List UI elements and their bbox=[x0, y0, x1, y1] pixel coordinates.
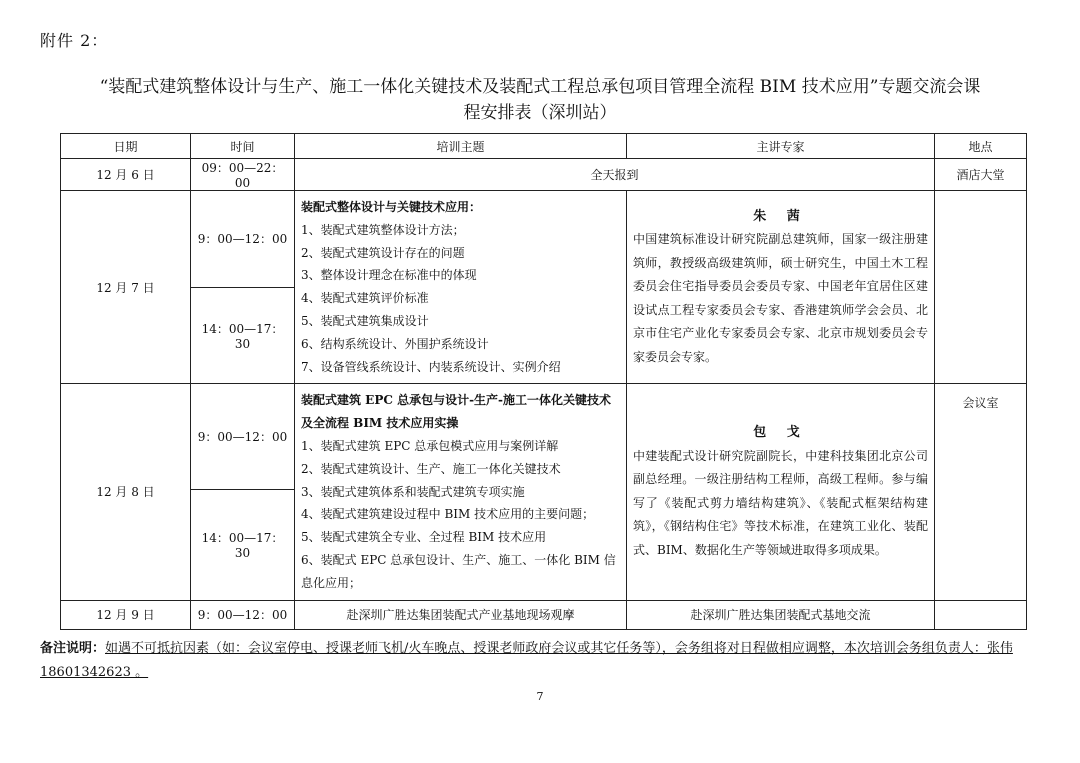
day4-topic: 赴深圳广胜达集团装配式产业基地现场观摩 bbox=[295, 600, 627, 629]
topic-item: 5、装配式建筑集成设计 bbox=[301, 313, 429, 328]
day2-topic bbox=[295, 191, 627, 384]
header-date: 日期 bbox=[61, 134, 191, 159]
topic-item: 7、设备管线系统设计、内装系统设计、实例介绍 bbox=[301, 359, 561, 374]
table-row bbox=[61, 159, 1027, 191]
topic-item: 6、结构系统设计、外围护系统设计 bbox=[301, 336, 489, 351]
table-header-row bbox=[61, 134, 1027, 159]
topic-item: 2、装配式建筑设计、生产、施工一体化关键技术 bbox=[301, 461, 561, 476]
topic-item: 4、装配式建筑建设过程中 BIM 技术应用的主要问题； bbox=[301, 507, 595, 522]
day4-expert: 赴深圳广胜达集团装配式基地交流 bbox=[627, 600, 935, 629]
day3-topic-title: 装配式建筑 EPC 总承包与设计-生产-施工一体化关键技术及全流程 BIM 技术应用实操 bbox=[301, 393, 612, 431]
document-title bbox=[28, 74, 1052, 126]
topic-item: 1、装配式建筑整体设计方法； bbox=[301, 222, 465, 237]
day1-location: 酒店大堂 bbox=[935, 159, 1027, 191]
day2-topic-title: 装配式整体设计与关键技术应用： bbox=[301, 200, 482, 214]
note-body: 如遇不可抵抗因素（如：会议室停电、授课老师飞机/火车晚点、授课老师政府会议或其它任务等），会务组将对日程做相应调整，本次培训会务组负责人：张伟 18601342623 。 bbox=[40, 641, 1013, 680]
day2-location-cell bbox=[935, 191, 1027, 384]
schedule-table bbox=[60, 133, 1027, 630]
page-number: 7 bbox=[536, 690, 544, 703]
footnote bbox=[40, 637, 1046, 685]
table-row bbox=[61, 600, 1027, 629]
table-row bbox=[61, 191, 1027, 288]
topic-item: 5、装配式建筑全专业、全过程 BIM 技术应用 bbox=[301, 530, 547, 545]
topic-item: 3、整体设计理念在标准中的体现 bbox=[301, 268, 477, 283]
day3-expert-name: 包 戈 bbox=[753, 425, 808, 441]
header-topic: 培训主题 bbox=[295, 134, 627, 159]
day3-expert bbox=[627, 384, 935, 600]
day3-expert-bio: 中建装配式设计研究院副院长，中建科技集团北京公司副总经理。一级注册结构工程师，高级工程师。参与编写了《装配式剪力墙结构建筑》、《装配式框架结构建筑》，《钢结构住宅》等技术标准，在建筑工业化、装配式、BIM、数据化生产等领域进取得多项成果。 bbox=[633, 448, 928, 557]
day3-date: 12 月 8 日 bbox=[61, 384, 191, 600]
topic-item: 3、装配式建筑体系和装配式建筑专项实施 bbox=[301, 484, 525, 499]
day4-date: 12 月 9 日 bbox=[61, 600, 191, 629]
day1-event: 全天报到 bbox=[295, 159, 935, 191]
day2-date: 12 月 7 日 bbox=[61, 191, 191, 384]
shared-location: 会议室 bbox=[935, 384, 1027, 600]
day3-time-pm: 14：00—17：30 bbox=[191, 489, 295, 600]
day4-time: 9：00—12：00 bbox=[191, 600, 295, 629]
day4-location bbox=[935, 600, 1027, 629]
header-expert: 主讲专家 bbox=[627, 134, 935, 159]
topic-item: 4、装配式建筑评价标准 bbox=[301, 291, 429, 306]
title-line-2: 程安排表（深圳站） bbox=[463, 103, 617, 123]
day2-expert-bio: 中国建筑标准设计研究院副总建筑师，国家一级注册建筑师，教授级高级建筑师，硕士研究生，中国土木工程委员会住宅指导委员会委员专家、中国老年宜居住区建设试点工程专家委员会专家、香港建筑师学会会员、北京市住宅产业化专家委员会专家、北京市规划委员会专家委员会专家。 bbox=[633, 232, 928, 364]
topic-item: 6、装配式 EPC 总承包设计、生产、施工、一体化 BIM 信息化应用； bbox=[301, 552, 616, 590]
topic-item: 1、装配式建筑 EPC 总承包模式应用与案例详解 bbox=[301, 438, 559, 453]
topic-item: 2、装配式建筑设计存在的问题 bbox=[301, 245, 465, 260]
table-row bbox=[61, 384, 1027, 490]
header-location: 地点 bbox=[935, 134, 1027, 159]
day1-time: 09：00—22：00 bbox=[191, 159, 295, 191]
day2-expert-name: 朱 茜 bbox=[753, 208, 808, 224]
header-time: 时间 bbox=[191, 134, 295, 159]
day3-topic bbox=[295, 384, 627, 600]
note-label: 备注说明： bbox=[40, 641, 106, 656]
day3-time-am: 9：00—12：00 bbox=[191, 384, 295, 490]
attachment-label: 附件 2： bbox=[40, 31, 109, 50]
day2-expert bbox=[627, 191, 935, 384]
day1-date: 12 月 6 日 bbox=[61, 159, 191, 191]
day2-time-am: 9：00—12：00 bbox=[191, 191, 295, 288]
title-line-1: “装配式建筑整体设计与生产、施工一体化关键技术及装配式工程总承包项目管理全流程 BIM 技术应用”专题交流会课 bbox=[99, 77, 981, 97]
day2-time-pm: 14：00—17：30 bbox=[191, 287, 295, 384]
